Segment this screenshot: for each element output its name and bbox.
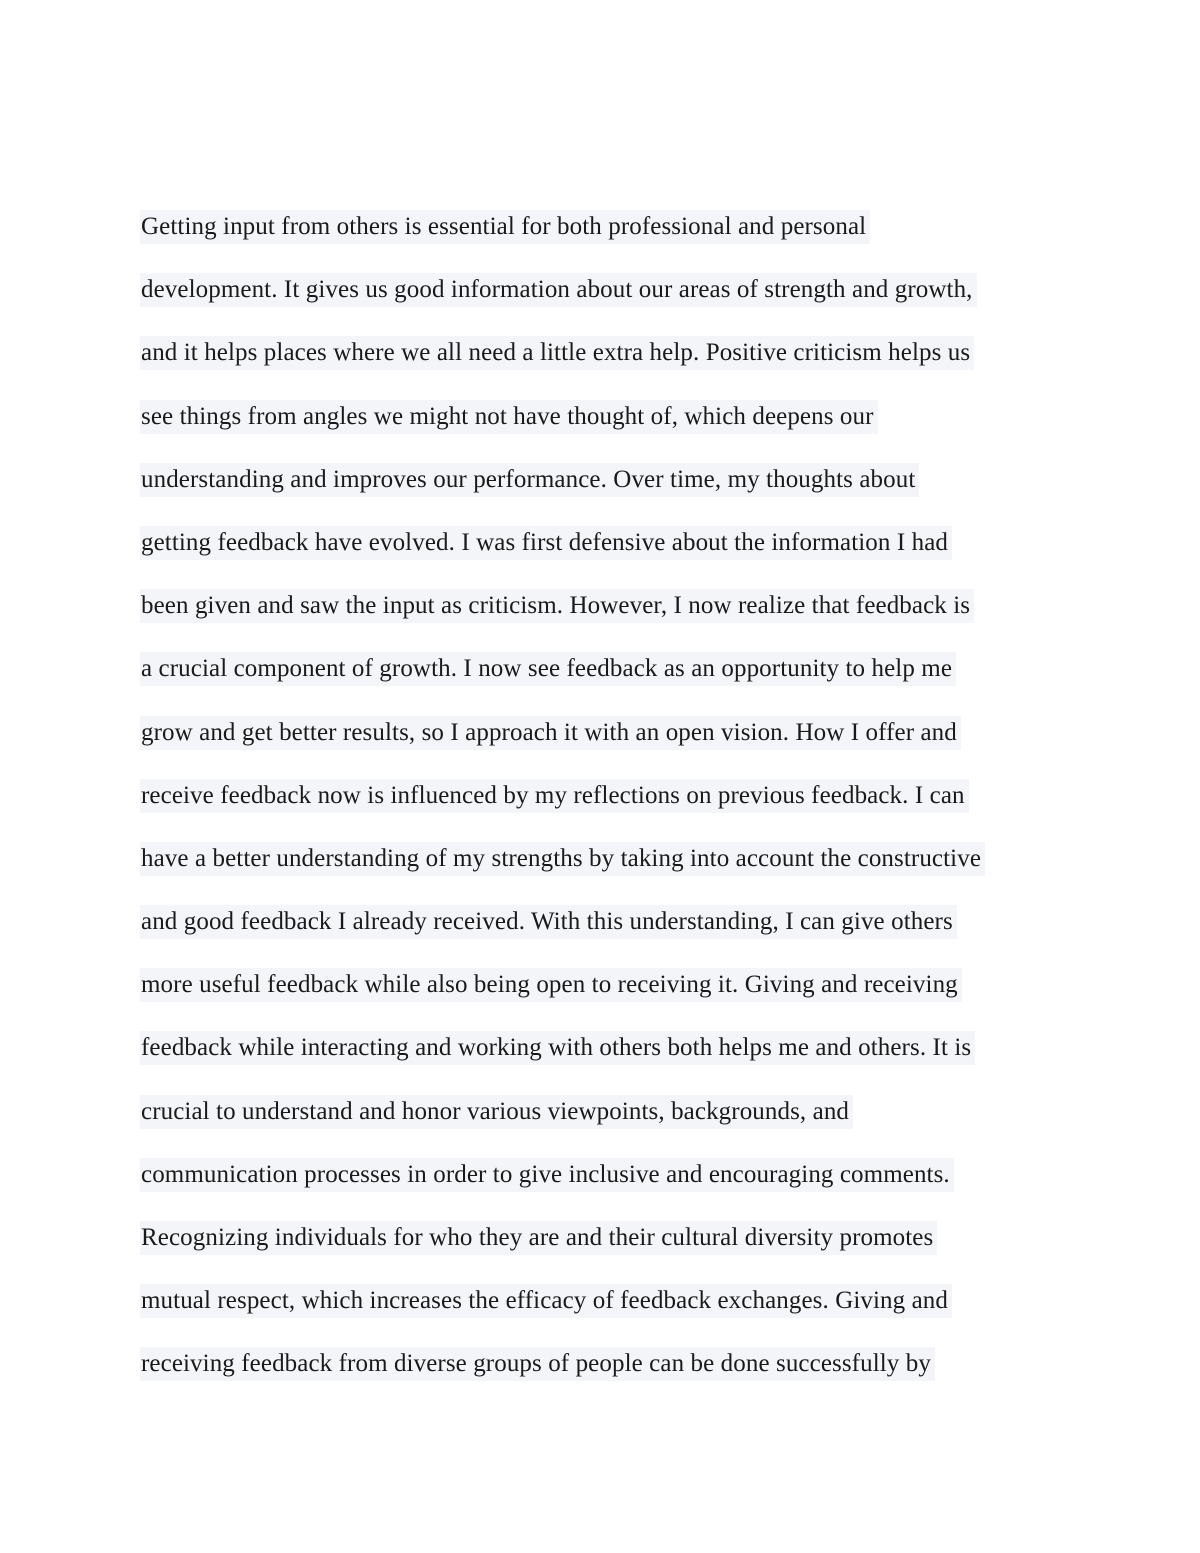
text-line-content: and good feedback I already received. With this understanding, I can give others [140, 905, 957, 939]
text-line-content: grow and get better results, so I approach it with an open vision. How I offer and [140, 716, 961, 750]
text-line [141, 273, 1081, 336]
text-line-content: Getting input from others is essential for both professional and personal [140, 210, 870, 244]
text-line-content: understanding and improves our performance. Over time, my thoughts about [140, 463, 919, 497]
text-line-content: more useful feedback while also being open to receiving it. Giving and receiving [140, 968, 962, 1002]
text-line [141, 463, 1081, 526]
text-line-content: have a better understanding of my strengths by taking into account the constructive [140, 842, 985, 876]
text-line [141, 336, 1081, 399]
text-line [141, 400, 1081, 463]
text-line-content: getting feedback have evolved. I was first defensive about the information I had [140, 526, 952, 560]
text-line [141, 589, 1081, 652]
text-line [141, 1158, 1081, 1221]
text-line [141, 842, 1081, 905]
text-line [141, 779, 1081, 842]
text-line [141, 1095, 1081, 1158]
text-line-content: been given and saw the input as criticism. However, I now realize that feedback is [140, 589, 974, 623]
text-line-content: a crucial component of growth. I now see feedback as an opportunity to help me [140, 652, 956, 686]
text-line-content: communication processes in order to give inclusive and encouraging comments. [140, 1158, 954, 1192]
text-line [141, 1031, 1081, 1094]
text-line [141, 1284, 1081, 1347]
text-line [141, 210, 1081, 273]
text-line-content: feedback while interacting and working with others both helps me and others. It is [140, 1031, 975, 1065]
text-line [141, 526, 1081, 589]
text-line-content: mutual respect, which increases the efficacy of feedback exchanges. Giving and [140, 1284, 952, 1318]
text-line [141, 968, 1081, 1031]
text-line-content: see things from angles we might not have thought of, which deepens our [140, 400, 878, 434]
text-line [141, 1221, 1081, 1284]
text-line [141, 1347, 1081, 1410]
text-line-content: and it helps places where we all need a little extra help. Positive criticism helps us [140, 336, 974, 370]
body-paragraph [141, 210, 1081, 1411]
text-line-content: receiving feedback from diverse groups of people can be done successfully by [140, 1347, 935, 1381]
text-line [141, 905, 1081, 968]
text-line-content: receive feedback now is influenced by my reflections on previous feedback. I can [140, 779, 969, 813]
text-line-content: crucial to understand and honor various viewpoints, backgrounds, and [140, 1095, 853, 1129]
text-line-content: development. It gives us good information about our areas of strength and growth, [140, 273, 977, 307]
text-line [141, 716, 1081, 779]
text-line [141, 652, 1081, 715]
text-line-content: Recognizing individuals for who they are and their cultural diversity promotes [140, 1221, 937, 1255]
